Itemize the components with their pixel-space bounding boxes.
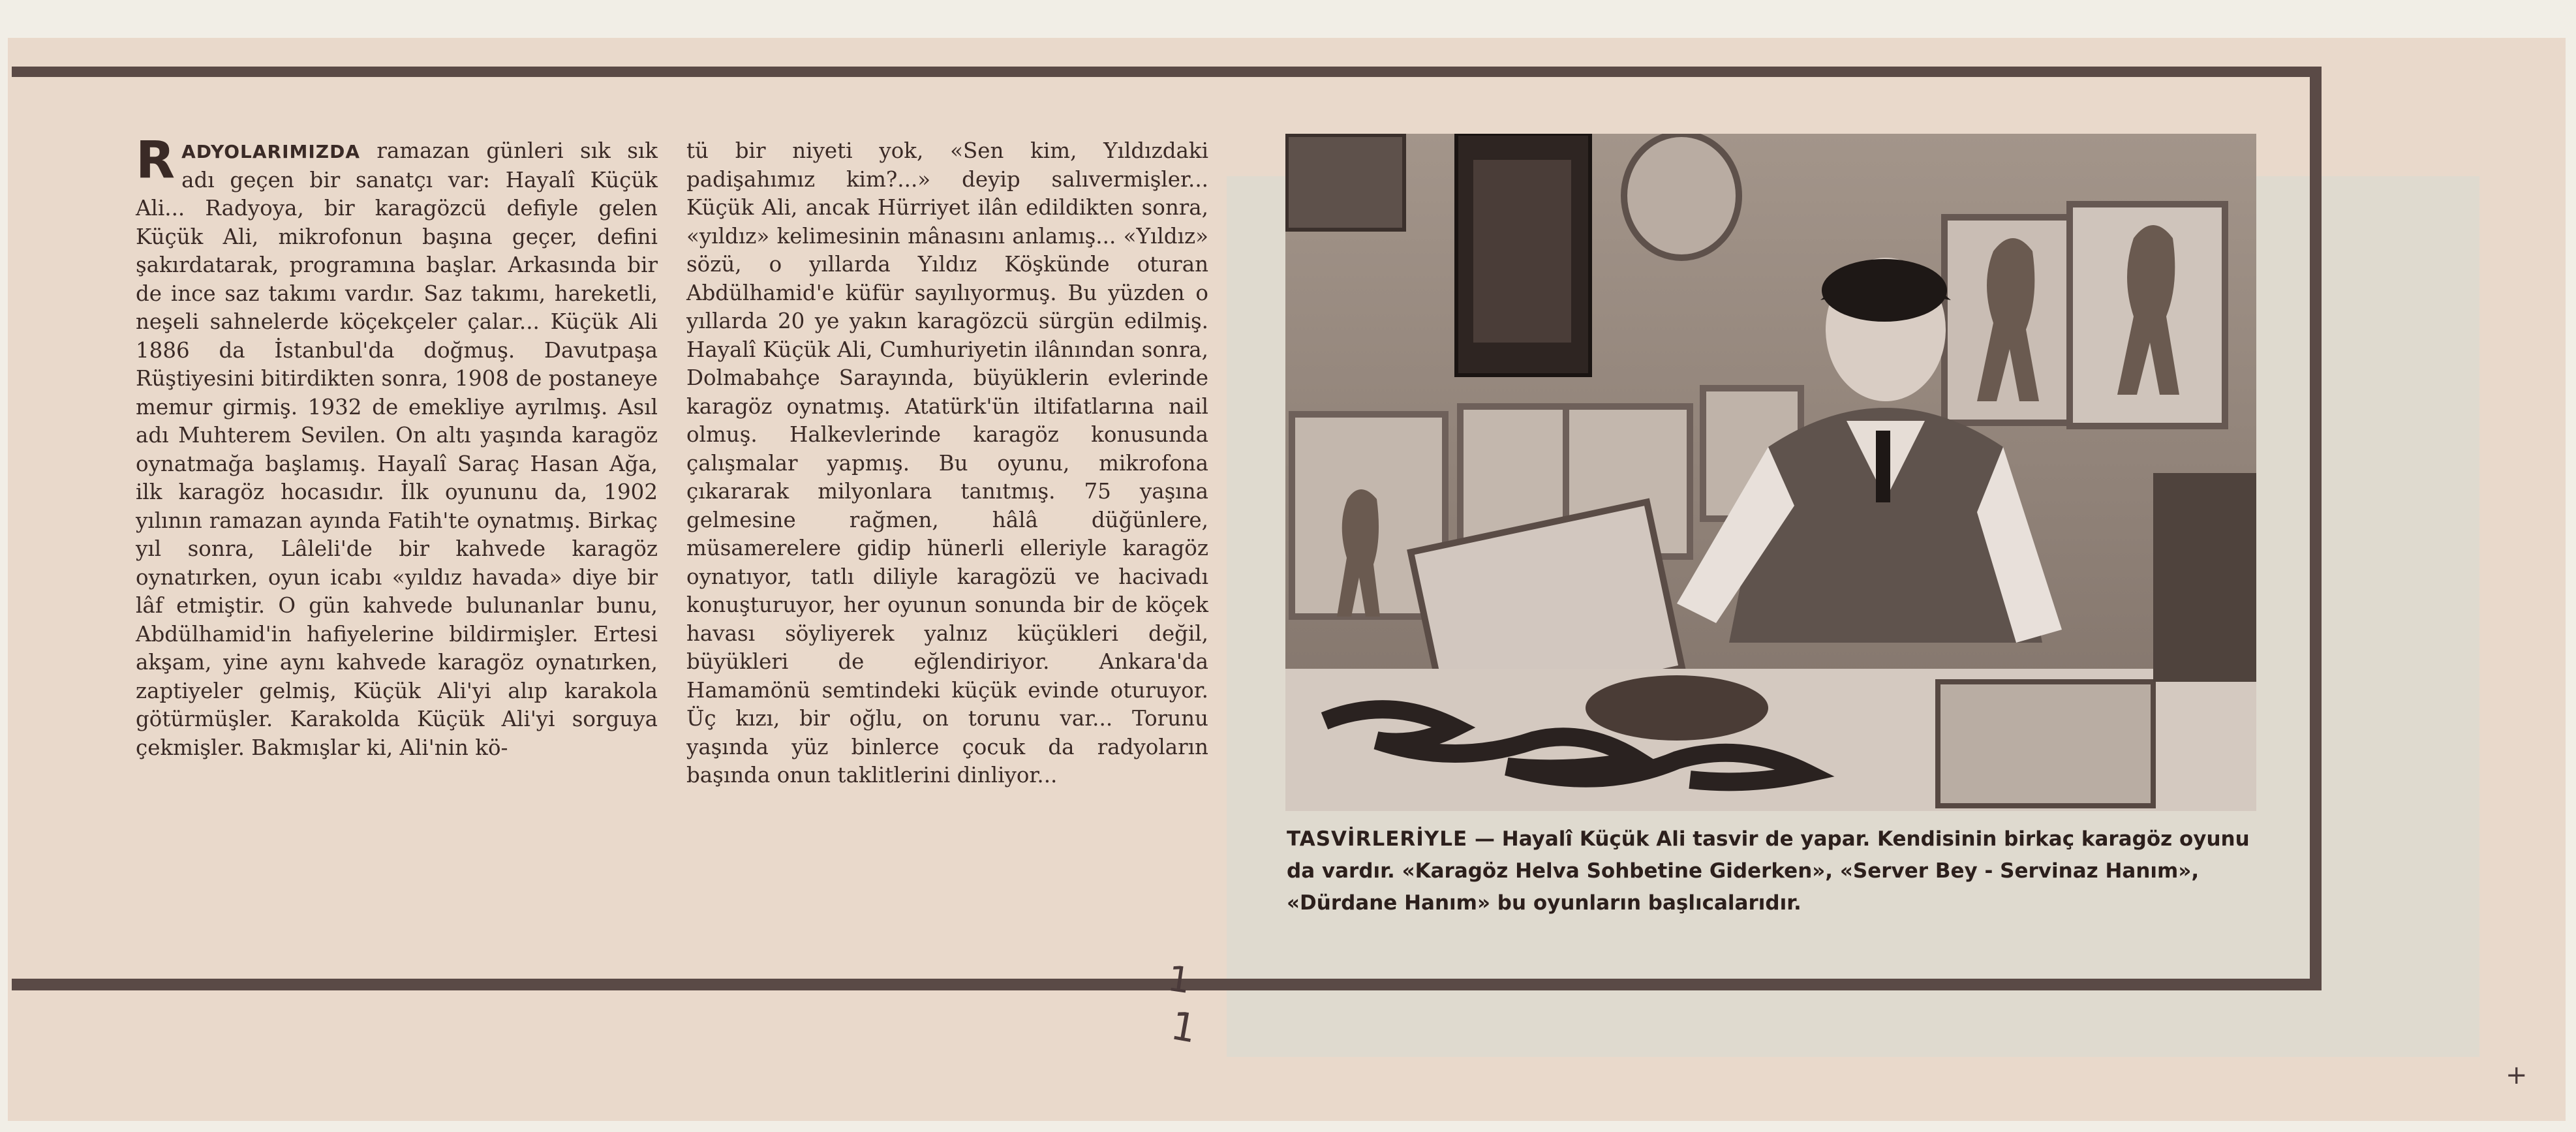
column-1-text: ramazan günleri sık sık adı geçen bir sanatçı var: Hayalî Küçük Ali... Radyoya, bir karagözcü defiyle gelen Küçük Ali, mikrofonun başına geçer, defini şakırdatarak, programına başlar. Arkasında bir de ince saz takımı vardır. Saz takımı, hareketli, neşeli sahnelerde köçekçeler çalar... Küçük Ali 1886 da İstanbul'da doğmuş. Davutpaşa Rüştiyesini bitirdikten sonra, 1908 de postaneye memur girmiş. 1932 de emekliye ayrılmış. Asıl adı Muhterem Sevilen. On altı yaşında karagöz oynatmağa başlamış. Hayalî Saraç Hasan Ağa, ilk karagöz hocasıdır. İlk oyununu da, 1902 yılının ramazan ayında Fatih'te oynatmış. Birkaç yıl sonra, Lâleli'de bir kahvede karagöz oynatırken, oyun icabı «yıldız havada» diye bir lâf etmiştir. O gün kahvede bulunanlar bunu, Abdülhamid'in hafiyelerine bildirmişler. Ertesi akşam, yine aynı kahvede karagöz oynatırken, zaptiyeler gelmiş, Küçük Ali'yi alıp karakola götürmüşler. Karakolda Küçük Ali'yi sorguya çekmişler. Bakmışlar ki, Ali'nin kö- — [136, 138, 658, 760]
corner-cross-mark: + — [2506, 1060, 2528, 1090]
article-column-1 — [136, 131, 658, 762]
article-column-2 — [686, 137, 1208, 790]
caption-text: — Hayalî Küçük Ali tasvir de yapar. Kendisinin birkaç karagöz oyunu da vardır. «Karagöz Helva Sohbetine Giderken», «Server Bey - Servinaz Hanım», «Dürdane Hanım» bu oyunların başlıcalarıdır. — [1287, 827, 2250, 915]
dropcap: R — [136, 131, 176, 190]
lead-word: ADYOLARIMIZDA — [181, 141, 361, 162]
handwritten-mark-2: 1 — [1167, 1003, 1200, 1052]
column-2-text: tü bir niyeti yok, «Sen kim, Yıldızdaki padişahımız kim?...» deyip salıvermişler... Küçük Ali, ancak Hürriyet ilân edildikten sonra, «yıldız» kelimesinin mânasını anlamış... «Yıldız» sözü, o yıllarda Yıldız Köşkünde oturan Abdülhamid'e küfür sayılıyormuş. Bu yüzden o yıllarda 20 ye yakın karagözcü sürgün edilmiş. Hayalî Küçük Ali, Cumhuriyetin ilânından sonra, Dolmabahçe Sarayında, büyüklerin evlerinde karagöz oynatmış. Atatürk'ün iltifatlarına nail olmuş. Halkevlerinde karagöz konusunda çalışmalar yapmış. Bu oyunu, mikrofona çıkararak milyonlara tanıtmış. 75 yaşına gelmesine rağmen, hâlâ düğünlere, müsamerelere gidip hünerli elleriyle karagöz oynatıyor, tatlı diliyle karagözü ve hacivadı konuşturuyor, her oyunun sonunda bir de köçek havası söyliyerek yalnız küçükleri değil, büyükleri de eğlendiriyor. Ankara'da Hamamönü semtindeki küçük evinde oturuyor. Üç kızı, bir oğlu, on torunu var... Torunu yaşında yüz binlerce çocuk da radyoların başında onun taklitlerini dinliyor... — [686, 138, 1208, 788]
top-rule — [12, 67, 2322, 77]
photo-karagoz-artist — [1285, 134, 2256, 811]
caption-lead: TASVİRLERİYLE — [1287, 827, 1468, 851]
handwritten-mark-1: 1 — [1165, 957, 1193, 1002]
right-rule — [2310, 67, 2322, 990]
photo-caption — [1287, 823, 2259, 919]
